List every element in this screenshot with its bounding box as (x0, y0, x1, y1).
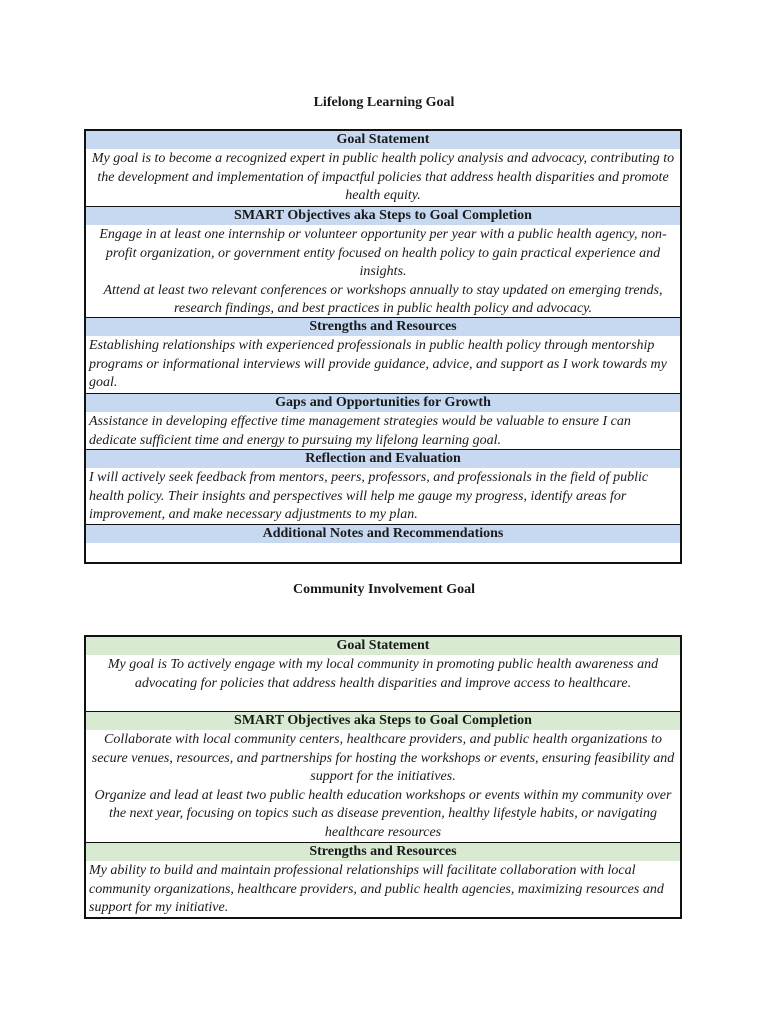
section-header-strengths-resources: Strengths and Resources (86, 843, 680, 862)
paragraph: Assistance in developing effective time management strategies would be valuable to ensure I can dedicate sufficient time and energy to pursuing my lifelong learning goal. (89, 414, 631, 448)
section-body-strengths-resources (86, 337, 680, 394)
paragraph: Establishing relationships with experienced professionals in public health policy through mentorship programs or informational interviews will provide guidance, advice, and support as I work towards my goal. (89, 338, 667, 390)
paragraph: Attend at least two relevant conferences or workshops annually to stay updated on emerging trends, research findings, and best practices in public health policy and advocacy. (103, 282, 663, 316)
section-body-smart-objectives (86, 731, 680, 843)
section-body-goal-statement (86, 656, 680, 712)
paragraph: My ability to build and maintain professional relationships will facilitate collaboration with local community organizations, healthcare providers, and public health agencies, maximizing resources and support for my initiative. (89, 863, 664, 915)
section-header-smart-objectives: SMART Objectives aka Steps to Goal Completion (86, 712, 680, 731)
paragraph: My goal is To actively engage with my local community in promoting public health awareness and advocating for policies that address health disparities and improve access to healthcare. (107, 657, 659, 691)
section-header-reflection-evaluation: Reflection and Evaluation (86, 450, 680, 469)
paragraph: I will actively seek feedback from mentors, peers, professors, and professionals in the field of public health policy. Their insights and perspectives will help me gauge my progress, identify areas for improvement, and make necessary adjustments to my plan. (89, 470, 649, 522)
community-goal-title: Community Involvement Goal (293, 582, 475, 597)
lifelong-goal-table (84, 129, 682, 564)
paragraph: Organize and lead at least two public health education workshops or events within my community over the next year, focusing on topics such as disease prevention, healthy lifestyle habits, or navigating healthcare resources (94, 787, 672, 840)
section-body-gaps-opportunities (86, 413, 680, 450)
section-body-smart-objectives (86, 226, 680, 318)
section-header-goal-statement: Goal Statement (86, 637, 680, 656)
lifelong-goal-title: Lifelong Learning Goal (313, 95, 455, 110)
section-body-additional-notes (86, 544, 680, 562)
section-body-goal-statement (86, 150, 680, 207)
community-goal-table (84, 635, 682, 919)
paragraph: My goal is to become a recognized expert in public health policy analysis and advocacy, contributing to the development and implementation of impactful policies that address health disparities and promote health equity. (91, 151, 675, 203)
paragraph: Engage in at least one internship or volunteer opportunity per year with a public health agency, non-profit organization, or government entity focused on health policy to gain practical experience and insights. (99, 227, 667, 279)
paragraph: Collaborate with local community centers, healthcare providers, and public health organizations to secure venues, resources, and partnerships for hosting the workshops or events, ensuring feasibility and support for the initiatives. (91, 732, 675, 784)
section-header-strengths-resources: Strengths and Resources (86, 318, 680, 337)
section-header-smart-objectives: SMART Objectives aka Steps to Goal Completion (86, 207, 680, 226)
section-body-reflection-evaluation (86, 469, 680, 525)
section-header-additional-notes: Additional Notes and Recommendations (86, 525, 680, 544)
section-body-strengths-resources (86, 862, 680, 917)
section-header-goal-statement: Goal Statement (86, 131, 680, 150)
section-header-gaps-opportunities: Gaps and Opportunities for Growth (86, 394, 680, 413)
